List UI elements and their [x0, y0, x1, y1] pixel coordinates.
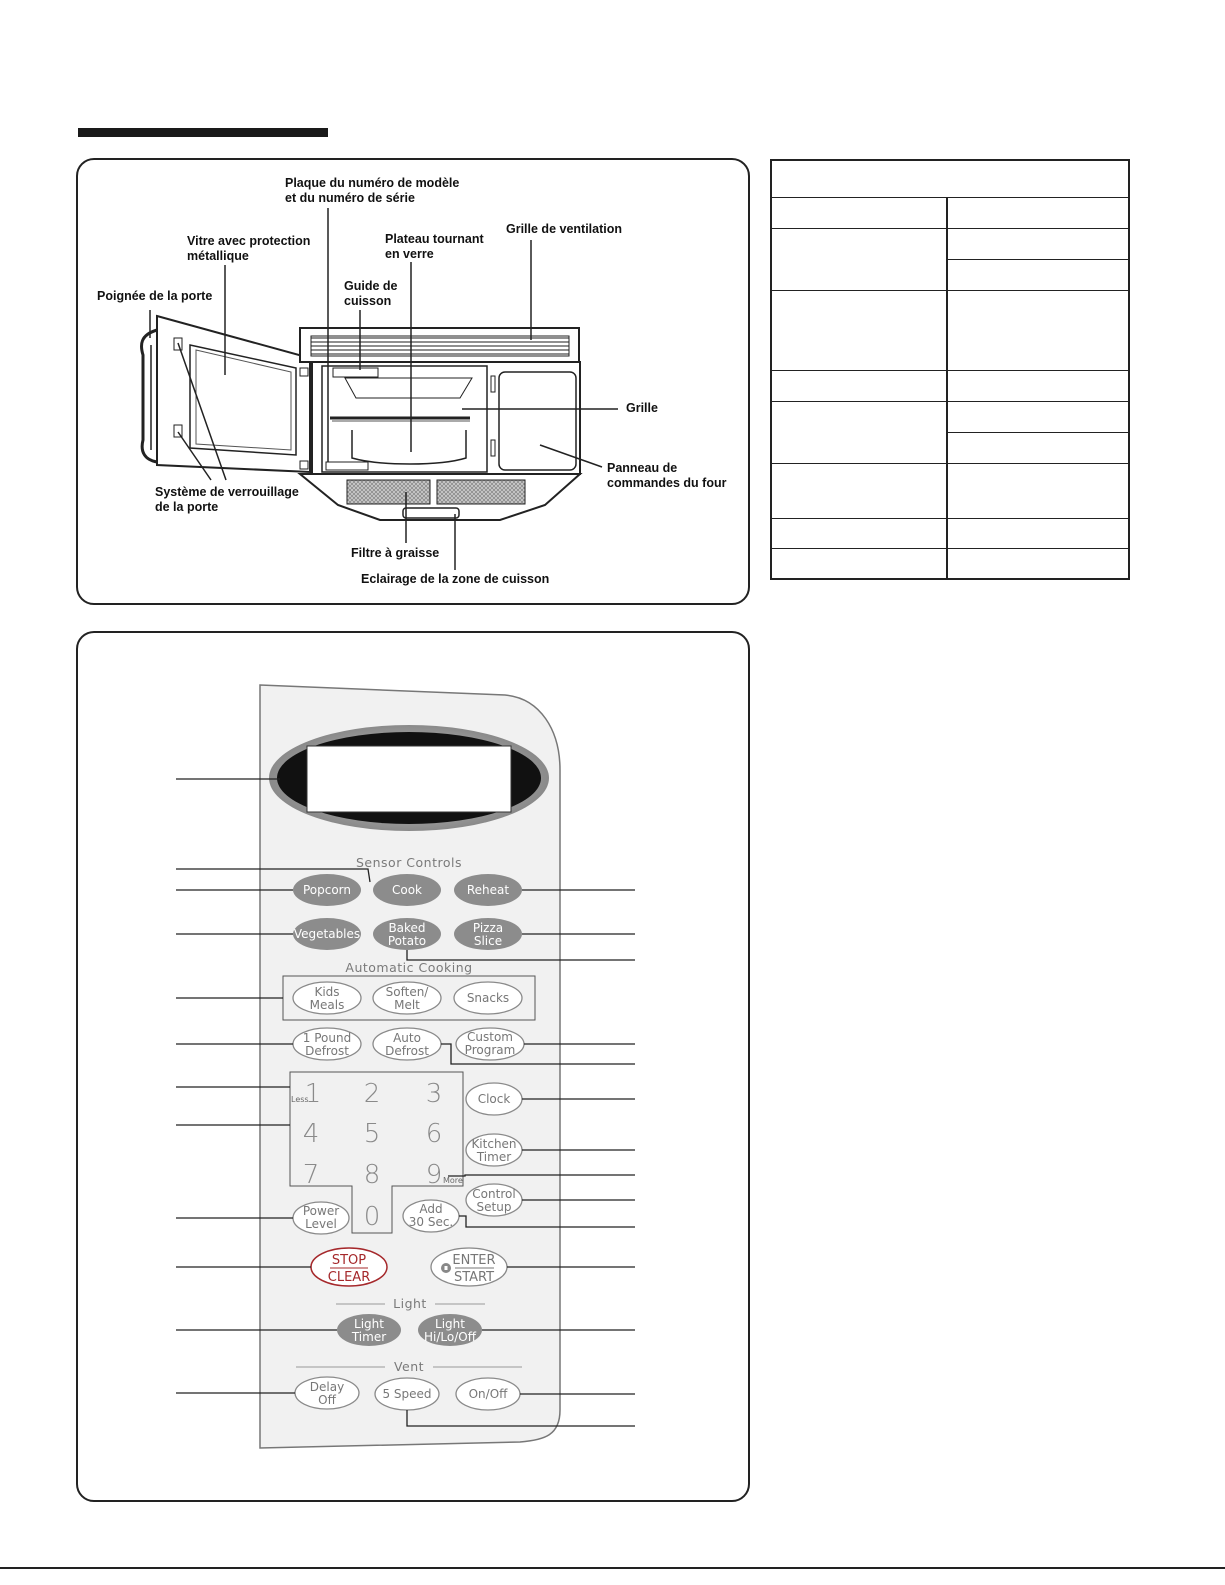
callout-door-lock-line1: Système de verrouillage: [155, 485, 299, 499]
callout-control-panel-line2: commandes du four: [607, 476, 727, 490]
one-pound-defrost-line1: 1 Pound: [302, 1031, 352, 1045]
soften-melt-line2: Melt: [394, 998, 420, 1012]
callout-turntable: [385, 232, 484, 262]
digit-2-key[interactable]: 2: [363, 1079, 381, 1109]
popcorn-button[interactable]: [293, 874, 361, 906]
custom-program-button[interactable]: [456, 1028, 524, 1060]
control-setup-line2: Setup: [476, 1200, 512, 1214]
light-timer-line1: Light: [354, 1317, 384, 1331]
snacks-button[interactable]: [454, 982, 522, 1014]
enter-start-button[interactable]: [431, 1248, 507, 1286]
pizza-slice-button[interactable]: [454, 918, 522, 950]
delay-off-line2: Off: [318, 1393, 336, 1407]
digit-4-key[interactable]: 4: [302, 1119, 320, 1149]
less-label: Less: [291, 1095, 309, 1104]
five-speed-label: 5 Speed: [382, 1387, 432, 1401]
callout-control-panel: [607, 461, 726, 491]
reheat-button-label: Reheat: [466, 883, 510, 897]
callout-glass-line2: métallique: [187, 249, 249, 263]
callout-cooking-guide: [344, 279, 397, 309]
sensor-controls-label: Sensor Controls: [355, 855, 463, 870]
light-hi-lo-off-line1: Light: [435, 1317, 465, 1331]
power-level-line1: Power: [302, 1204, 340, 1218]
spec-table-row-divider: [772, 548, 1128, 549]
digit-0-key[interactable]: 0: [363, 1202, 381, 1232]
callout-cooking-guide-line1: Guide de: [344, 279, 398, 293]
power-level-line2: Level: [305, 1217, 337, 1231]
vegetables-button[interactable]: [293, 918, 361, 950]
reheat-button[interactable]: [454, 874, 522, 906]
callout-glass: [187, 234, 310, 264]
baked-potato-line2: Potato: [387, 934, 427, 948]
spec-table-row-divider: [946, 432, 1128, 433]
callout-turntable-line1: Plateau tournant: [385, 232, 484, 246]
vent-on-off-button[interactable]: [456, 1378, 520, 1410]
one-pound-defrost-line2: Defrost: [305, 1044, 349, 1058]
spec-table-column-divider: [946, 197, 948, 579]
callout-door-handle: Poignée de la porte: [97, 289, 213, 303]
delay-off-button[interactable]: [295, 1377, 359, 1409]
auto-defrost-button[interactable]: [373, 1028, 441, 1060]
callout-vent-grille: Grille de ventilation: [506, 222, 622, 236]
control-setup-button[interactable]: [466, 1184, 522, 1216]
callout-model-plate-line1: Plaque du numéro de modèle: [285, 176, 460, 190]
spec-table-row-divider: [772, 463, 1128, 464]
callout-model-plate: [285, 176, 459, 206]
callout-door-lock-line2: de la porte: [155, 500, 219, 514]
kids-meals-line1: Kids: [314, 985, 340, 999]
spec-table-row-divider: [946, 259, 1128, 260]
callout-cooktop-light: Eclairage de la zone de cuisson: [361, 572, 550, 586]
add-30-sec-button[interactable]: [403, 1200, 459, 1232]
spec-table: [770, 159, 1130, 580]
clear-label: CLEAR: [327, 1270, 371, 1285]
vegetables-button-label: Vegetables: [293, 927, 361, 941]
automatic-cooking-label: Automatic Cooking: [345, 960, 473, 975]
add-30-sec-line1: Add: [419, 1202, 443, 1216]
control-setup-line1: Control: [472, 1187, 516, 1201]
callout-control-panel-line1: Panneau de: [607, 461, 678, 475]
spec-table-row-divider: [772, 197, 1128, 198]
spec-table-row-divider: [772, 290, 1128, 291]
oven-cabinet: [300, 328, 580, 520]
five-speed-button[interactable]: [375, 1378, 439, 1410]
display-window: [269, 725, 549, 831]
enter-label: ENTER: [452, 1253, 496, 1268]
cook-button-label: Cook: [391, 883, 423, 897]
pizza-slice-line1: Pizza: [472, 921, 504, 935]
one-pound-defrost-button[interactable]: [293, 1028, 361, 1060]
delay-off-line1: Delay: [309, 1380, 345, 1394]
vent-on-off-label: On/Off: [468, 1387, 508, 1401]
custom-program-line2: Program: [464, 1043, 516, 1057]
light-label: Light: [393, 1296, 427, 1311]
baked-potato-button[interactable]: [373, 918, 441, 950]
light-hi-lo-off-button[interactable]: [418, 1314, 482, 1346]
kitchen-timer-button[interactable]: [466, 1134, 522, 1166]
digit-7-key[interactable]: 7: [302, 1160, 320, 1190]
digit-6-key[interactable]: 6: [425, 1119, 443, 1149]
digit-9-key[interactable]: 9: [425, 1160, 443, 1190]
light-timer-button[interactable]: [337, 1314, 401, 1346]
custom-program-line1: Custom: [467, 1030, 513, 1044]
digit-5-key[interactable]: 5: [363, 1119, 381, 1149]
kids-meals-line2: Meals: [309, 998, 345, 1012]
clock-button[interactable]: [466, 1083, 522, 1115]
callout-rack: Grille: [626, 401, 658, 415]
digit-8-key[interactable]: 8: [363, 1160, 381, 1190]
control-panel-illustration: [0, 620, 760, 1500]
cook-button[interactable]: [373, 874, 441, 906]
vent-label: Vent: [393, 1359, 425, 1374]
popcorn-button-label: Popcorn: [302, 883, 352, 897]
stop-clear-button[interactable]: [311, 1248, 387, 1286]
callout-grease-filter: Filtre à graisse: [351, 546, 440, 560]
snacks-button-label: Snacks: [466, 991, 510, 1005]
kitchen-timer-line2: Timer: [476, 1150, 512, 1164]
auto-defrost-line2: Defrost: [385, 1044, 429, 1058]
baked-potato-line1: Baked: [388, 921, 426, 935]
soften-melt-line1: Soften/: [385, 985, 429, 999]
pizza-slice-line2: Slice: [473, 934, 503, 948]
page-bottom-rule: [0, 1567, 1225, 1569]
auto-defrost-line1: Auto: [393, 1031, 421, 1045]
clock-button-label: Clock: [477, 1092, 511, 1106]
lock-icon: [441, 1263, 451, 1273]
spec-table-row-divider: [772, 228, 1128, 229]
kids-meals-button[interactable]: [293, 982, 361, 1014]
kitchen-timer-line1: Kitchen: [471, 1137, 517, 1151]
light-timer-line2: Timer: [351, 1330, 387, 1344]
soften-melt-button[interactable]: [373, 982, 441, 1014]
callout-model-plate-line2: et du numéro de série: [285, 191, 415, 205]
digit-1-key[interactable]: 1: [304, 1079, 322, 1109]
spec-table-row-divider: [772, 370, 1128, 371]
callout-turntable-line2: en verre: [385, 247, 434, 261]
spec-table-row-divider: [772, 401, 1128, 402]
callout-glass-line1: Vitre avec protection: [187, 234, 311, 248]
power-level-button[interactable]: [293, 1202, 349, 1234]
digit-3-key[interactable]: 3: [425, 1079, 443, 1109]
spec-table-row-divider: [772, 518, 1128, 519]
add-30-sec-line2: 30 Sec.: [408, 1215, 454, 1229]
more-label: More: [443, 1176, 463, 1185]
stop-label: STOP: [331, 1253, 367, 1268]
light-hi-lo-off-line2: Hi/Lo/Off: [424, 1330, 476, 1344]
callout-cooking-guide-line2: cuisson: [344, 294, 392, 308]
start-label: START: [453, 1270, 495, 1285]
callout-door-lock: [155, 485, 299, 515]
